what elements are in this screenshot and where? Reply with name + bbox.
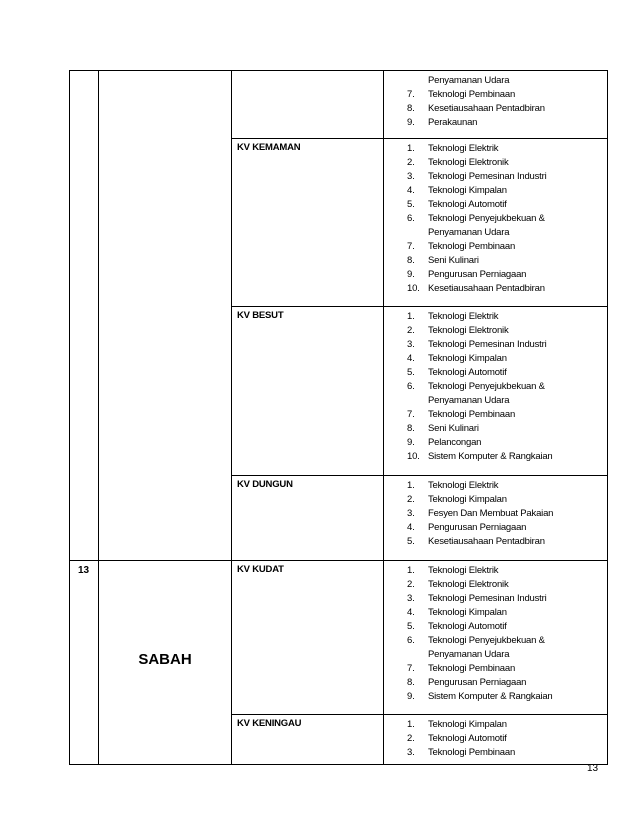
list-item bbox=[384, 184, 607, 198]
program-name: Penyamanan Udara bbox=[428, 395, 510, 406]
page-number: 13 bbox=[587, 763, 599, 774]
list-item-number: 2. bbox=[407, 325, 415, 336]
list-item-number: 5. bbox=[407, 621, 415, 632]
program-name: Pengurusan Perniagaan bbox=[428, 269, 527, 280]
list-item bbox=[384, 422, 607, 436]
row-number-cell: 13 bbox=[70, 561, 99, 765]
program-name: Pengurusan Perniagaan bbox=[428, 522, 527, 533]
kv-name bbox=[232, 71, 384, 139]
list-item-number: 3. bbox=[407, 508, 415, 519]
list-item-number: 9. bbox=[407, 117, 415, 128]
program-name: Fesyen Dan Membuat Pakaian bbox=[428, 508, 554, 519]
list-item-number: 4. bbox=[407, 607, 415, 618]
program-name: Teknologi Pembinaan bbox=[428, 409, 516, 420]
list-item-number: 8. bbox=[407, 255, 415, 266]
program-list bbox=[384, 718, 607, 760]
college-programs-table bbox=[69, 70, 608, 765]
list-item bbox=[384, 142, 607, 156]
program-name: Teknologi Kimpalan bbox=[428, 719, 507, 730]
list-item-number: 10. bbox=[407, 283, 420, 294]
program-name: Teknologi Penyejukbekuan & bbox=[428, 213, 545, 224]
kv-name: KV BESUT bbox=[232, 307, 384, 476]
list-item-number: 9. bbox=[407, 269, 415, 280]
programs-cell bbox=[384, 715, 608, 765]
list-item-number: 9. bbox=[407, 691, 415, 702]
program-name: Kesetiausahaan Pentadbiran bbox=[428, 283, 545, 294]
program-name: Teknologi Elektrik bbox=[428, 143, 499, 154]
list-item bbox=[384, 88, 607, 102]
state-cell bbox=[99, 71, 232, 561]
list-item-number: 7. bbox=[407, 241, 415, 252]
list-item-number: 8. bbox=[407, 423, 415, 434]
program-list bbox=[384, 564, 607, 704]
program-name: Sistem Komputer & Rangkaian bbox=[428, 451, 553, 462]
program-list bbox=[384, 142, 607, 296]
list-item-number: 1. bbox=[407, 719, 415, 730]
list-item bbox=[384, 436, 607, 450]
program-name: Teknologi Kimpalan bbox=[428, 185, 507, 196]
list-item-number: 3. bbox=[407, 747, 415, 758]
programs-cell bbox=[384, 476, 608, 561]
program-name: Pelancongan bbox=[428, 437, 482, 448]
list-item bbox=[384, 212, 607, 226]
kv-name: KV KENINGAU bbox=[232, 715, 384, 765]
list-item bbox=[384, 634, 607, 648]
list-item bbox=[384, 240, 607, 254]
list-item-number: 4. bbox=[407, 522, 415, 533]
list-item bbox=[384, 676, 607, 690]
list-item bbox=[384, 254, 607, 268]
program-list bbox=[384, 310, 607, 464]
kv-name: KV KEMAMAN bbox=[232, 139, 384, 307]
list-item bbox=[384, 324, 607, 338]
program-name: Teknologi Automotif bbox=[428, 733, 507, 744]
list-item bbox=[384, 535, 607, 549]
list-item bbox=[384, 408, 607, 422]
list-item-number: 3. bbox=[407, 171, 415, 182]
list-item-number: 4. bbox=[407, 185, 415, 196]
list-item bbox=[384, 620, 607, 634]
list-item bbox=[384, 394, 607, 408]
list-item bbox=[384, 746, 607, 760]
program-name: Teknologi Pembinaan bbox=[428, 241, 516, 252]
list-item-number: 5. bbox=[407, 536, 415, 547]
list-item bbox=[384, 648, 607, 662]
list-item-number: 2. bbox=[407, 157, 415, 168]
program-name: Perakaunan bbox=[428, 117, 478, 128]
list-item bbox=[384, 366, 607, 380]
list-item bbox=[384, 282, 607, 296]
list-item bbox=[384, 606, 607, 620]
list-item bbox=[384, 690, 607, 704]
list-item bbox=[384, 170, 607, 184]
list-item-number: 8. bbox=[407, 103, 415, 114]
program-name: Sistem Komputer & Rangkaian bbox=[428, 691, 553, 702]
program-name: Kesetiausahaan Pentadbiran bbox=[428, 103, 545, 114]
list-item-number: 6. bbox=[407, 381, 415, 392]
program-name: Pengurusan Perniagaan bbox=[428, 677, 527, 688]
list-item bbox=[384, 380, 607, 394]
list-item-number: 7. bbox=[407, 89, 415, 100]
kv-name: KV DUNGUN bbox=[232, 476, 384, 561]
list-item-number: 4. bbox=[407, 353, 415, 364]
program-name: Teknologi Kimpalan bbox=[428, 353, 507, 364]
list-item bbox=[384, 116, 607, 130]
programs-cell bbox=[384, 71, 608, 139]
list-item bbox=[384, 352, 607, 366]
list-item bbox=[384, 732, 607, 746]
program-name: Teknologi Pembinaan bbox=[428, 663, 516, 674]
list-item bbox=[384, 310, 607, 324]
program-name: Teknologi Elektrik bbox=[428, 480, 499, 491]
list-item bbox=[384, 507, 607, 521]
list-item bbox=[384, 578, 607, 592]
program-name: Teknologi Penyejukbekuan & bbox=[428, 381, 545, 392]
list-item-number: 5. bbox=[407, 367, 415, 378]
list-item-number: 7. bbox=[407, 409, 415, 420]
list-item bbox=[384, 564, 607, 578]
list-item-number: 1. bbox=[407, 311, 415, 322]
programs-cell bbox=[384, 307, 608, 476]
program-name: Seni Kulinari bbox=[428, 423, 479, 434]
program-name: Teknologi Automotif bbox=[428, 199, 507, 210]
list-item bbox=[384, 156, 607, 170]
list-item-number: 9. bbox=[407, 437, 415, 448]
program-name: Teknologi Pemesinan Industri bbox=[428, 171, 547, 182]
list-item-number: 8. bbox=[407, 677, 415, 688]
list-item-number: 3. bbox=[407, 593, 415, 604]
programs-cell bbox=[384, 139, 608, 307]
program-name: Teknologi Elektronik bbox=[428, 579, 509, 590]
list-item-number: 7. bbox=[407, 663, 415, 674]
program-name: Teknologi Elektrik bbox=[428, 565, 499, 576]
row-number-cell bbox=[70, 71, 99, 561]
list-item-number: 2. bbox=[407, 579, 415, 590]
list-item bbox=[384, 718, 607, 732]
list-item-number: 6. bbox=[407, 213, 415, 224]
list-item-number: 6. bbox=[407, 635, 415, 646]
list-item-number: 1. bbox=[407, 565, 415, 576]
program-name: Teknologi Pembinaan bbox=[428, 747, 516, 758]
list-item-number: 3. bbox=[407, 339, 415, 350]
kv-name: KV KUDAT bbox=[232, 561, 384, 715]
list-item bbox=[384, 102, 607, 116]
list-item-number: 2. bbox=[407, 494, 415, 505]
program-name: Seni Kulinari bbox=[428, 255, 479, 266]
program-name: Teknologi Kimpalan bbox=[428, 494, 507, 505]
list-item bbox=[384, 226, 607, 240]
state-name: SABAH bbox=[138, 651, 192, 668]
list-item bbox=[384, 268, 607, 282]
program-name: Teknologi Automotif bbox=[428, 621, 507, 632]
list-item bbox=[384, 662, 607, 676]
table-row bbox=[70, 71, 608, 139]
program-list bbox=[384, 74, 607, 130]
program-name: Teknologi Pembinaan bbox=[428, 89, 516, 100]
program-name: Teknologi Elektronik bbox=[428, 325, 509, 336]
program-name: Teknologi Automotif bbox=[428, 367, 507, 378]
list-item bbox=[384, 338, 607, 352]
list-item-number: 1. bbox=[407, 480, 415, 491]
program-name: Teknologi Kimpalan bbox=[428, 607, 507, 618]
list-item bbox=[384, 521, 607, 535]
list-item bbox=[384, 74, 607, 88]
list-item bbox=[384, 198, 607, 212]
program-name: Teknologi Penyejukbekuan & bbox=[428, 635, 545, 646]
programs-cell bbox=[384, 561, 608, 715]
table-row bbox=[70, 561, 608, 715]
list-item-number: 5. bbox=[407, 199, 415, 210]
list-item-number: 1. bbox=[407, 143, 415, 154]
list-item bbox=[384, 493, 607, 507]
program-name: Penyamanan Udara bbox=[428, 75, 510, 86]
program-name: Teknologi Elektrik bbox=[428, 311, 499, 322]
program-list bbox=[384, 479, 607, 549]
list-item-number: 2. bbox=[407, 733, 415, 744]
program-name: Penyamanan Udara bbox=[428, 649, 510, 660]
program-name: Teknologi Pemesinan Industri bbox=[428, 339, 547, 350]
list-item bbox=[384, 592, 607, 606]
list-item bbox=[384, 479, 607, 493]
state-cell bbox=[99, 561, 232, 765]
program-name: Teknologi Elektronik bbox=[428, 157, 509, 168]
list-item bbox=[384, 450, 607, 464]
program-name: Teknologi Pemesinan Industri bbox=[428, 593, 547, 604]
program-name: Kesetiausahaan Pentadbiran bbox=[428, 536, 545, 547]
list-item-number: 10. bbox=[407, 451, 420, 462]
program-name: Penyamanan Udara bbox=[428, 227, 510, 238]
